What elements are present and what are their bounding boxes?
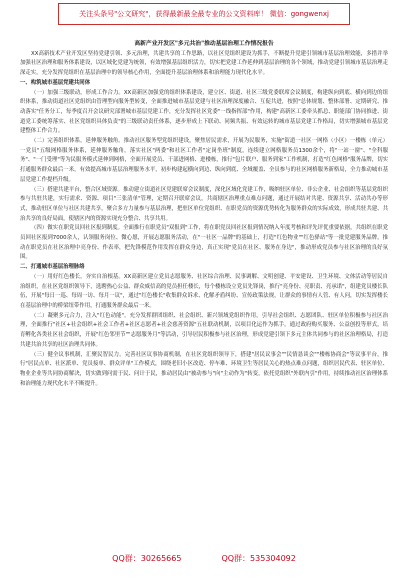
paragraph: （二）完善组织体系，延伸服务触角。推动社区服务型党组织建设，聚焦居民需求，开展为民服务，实施"街道一社区一网格（小区）一楼栋（单元）一党员"五级网格服务体系，延伸服务触角，落实社区"两委"和社区工作者"定岗坐班"制度，连续建立网格服务员1300余个，将"一站一窗"、"全科服务"、"一门受理"等为民服务模式延伸到网格，全面开展党员、干部进网格、进楼栋，推行"包片联户、服务到家"工作机制，打造"红色网格"服务品牌，切实打通服务群众最后一米，有效提高城市基层治理服务水平，初步构建起横向到边、纵向到底、全域覆盖、全员参与的社区网格服务新格局，全力推动城市基层党建工作提档升级。 <box>20 138 388 183</box>
paragraph: （三）健全议事机制，汇聚民智民力。完善社区议事协商机制，在社区党组织领导下，搭建"居民议事会""民情恳谈会""楼栋协商会"等议事平台，推行"居民点单、社区派单、党员接单、群众评单"工作模式，围绕老旧小区改造、停车难、环境卫生等居民关心的热点难点问题，组织居民代表、驻区单位、物业企业等共同协商解决，切实做到问需于民、问计于民，推动居民由"被动参与"向"主动作为"转变，依托党组织"外联内引"作用，持续推动社区治理体系和治理能力现代化水平不断提升。 <box>20 351 388 387</box>
footer-qq-2: QQ群：535304092 <box>221 553 296 563</box>
paragraph: XX高新技术产业开发区坚持党建引领、多元治理，共建共享的工作思路，以社区党组织建设为抓手，不断提升党建引领城市基层治理效能，多措并举加强社区治理和服务体系建设，以区域化党建为统领，有效增强基层组织活力，切实把党建工作延伸到基层治理的各个领域，推动党建引领城市基层治理走深走实，充分发挥党组织在基层治理中的领导核心作用，全面提升基层治理体系和治理能力现代化水平。 <box>20 50 388 77</box>
paragraph: （二）凝聚多元合力，注入"红色动能"。充分发挥群团组织、社会组织、新兴领域党组织作用，引导社会组织、志愿团队、驻区单位积极参与社区治理，全面推行"社区+社会组织+社会工作者+社区志愿者+社会慈善资源"五社联动机制，以项目化运作为抓手，通过政府购买服务、公益创投等形式，培育孵化各类社区社会组织，开展"红色邻里节""志愿服务月"等活动，引导居民积极参与社区治理，形成党建引领下多元主体共同参与的社区治理格局，打造共建共治共享的社区治理共同体。 <box>20 312 388 348</box>
section-heading: 一、构筑城市基层党建共同体 <box>20 79 91 86</box>
section-heading: 二、打通城市基层治理脉络 <box>20 264 85 271</box>
footer <box>0 548 408 568</box>
paragraph: （三）搭建共建平台，整合区域资源。推动建立街道社区党建联席会议制度，深化区域化党建工作，吸纳驻区单位、非公企业、社会组织等基层党组织参与共驻共建，实行需求、资源、项目"三张清单"管理，定期召开联席会议，共商辖区治理重点难点问题，通过开展结对共建、资源共享、活动共办等形式，推动驻区单位与社区共建共享，聚合多方力量参与基层治理，把驻区单位党组织、在职党员的资源优势转化为服务群众的实际成效，形成共驻共建、共治共享的良好局面，使辖区内的资源实现充分整合、共享共用。 <box>20 186 388 222</box>
top-banner <box>58 3 350 25</box>
document-title: 高新产业开发区"多元共治"推动基层治理工作情况报告 <box>134 41 274 47</box>
paragraph: （一）加强三级联动，形成工作合力。XX高新区加强党的组织体系建设，建立区、街道、社区三级党委联席会议制度，构建纵向到底、横向到边的组织体系，推动街道社区党组织由管理型向服务型转变，全面推进城市基层党建与社区治理深度融合、互促共进，按照"总体规划、整体部署、定期研究、推动落实"任务分工，每季度召开会议研究部署城市基层党建工作，充分发挥社区党委"一线指挥部"作用，构建"高新区工委牵头抓总、职能部门协同推进、街道党工委统筹落实、社区党组织具体负责"的三级联动责任体系，逐步形成上下联动、同频共振、有效运转的城市基层党建工作格局，切实增强城市基层党建整体工作合力。 <box>20 89 388 135</box>
document-body <box>20 40 388 389</box>
footer-qq-1: QQ群：30265665 <box>112 553 182 563</box>
document-content <box>20 50 388 390</box>
paragraph: （一）用好红色楼长，夯实自治根基。XX高新区建立党员志愿服务、社区综合治理、民事调解、文明创建、平安建设、卫生环境、文体活动等居民自治组织，在社区党组织领导下，选聘热心公益、群众威信高的党员担任楼长，每个楼栋设立党员先锋岗，推行"亮身份、亮职责、亮承诺"，组建党员楼长队伍，开展"每日一巡、每周一访、每月一议"，通过"红色楼长"收集群众诉求、化解矛盾纠纷、宣传政策法规，让群众的事情有人管、有人问，切实发挥楼长在基层治理中的桥梁纽带作用，打通服务群众最后一米。 <box>20 273 388 309</box>
paragraph: （四）做实在职党员回社区报到制度。全面推行在职党员"双报到"工作，将在职党员回社区报到情况纳入年度考核和评先评优重要依据，共组织在职党员回社区报到7000余人，认领服务岗位、微心愿，开展志愿服务活动，在"一社区一品牌"的基础上，打造"红色物业""红色驿站"等一批党建服务品牌，推动在职党员在社区治理中亮身份、作表率，把先锋模范作用发挥在群众身边，真正实现"党员在社区、服务在身边"，推动形成党员参与社区治理的良好氛围。 <box>20 225 388 261</box>
banner-text: 关注头条号"公文研究"，获得最新最全最专业的公文资料库！ 微信：gongwenxj <box>79 10 329 18</box>
